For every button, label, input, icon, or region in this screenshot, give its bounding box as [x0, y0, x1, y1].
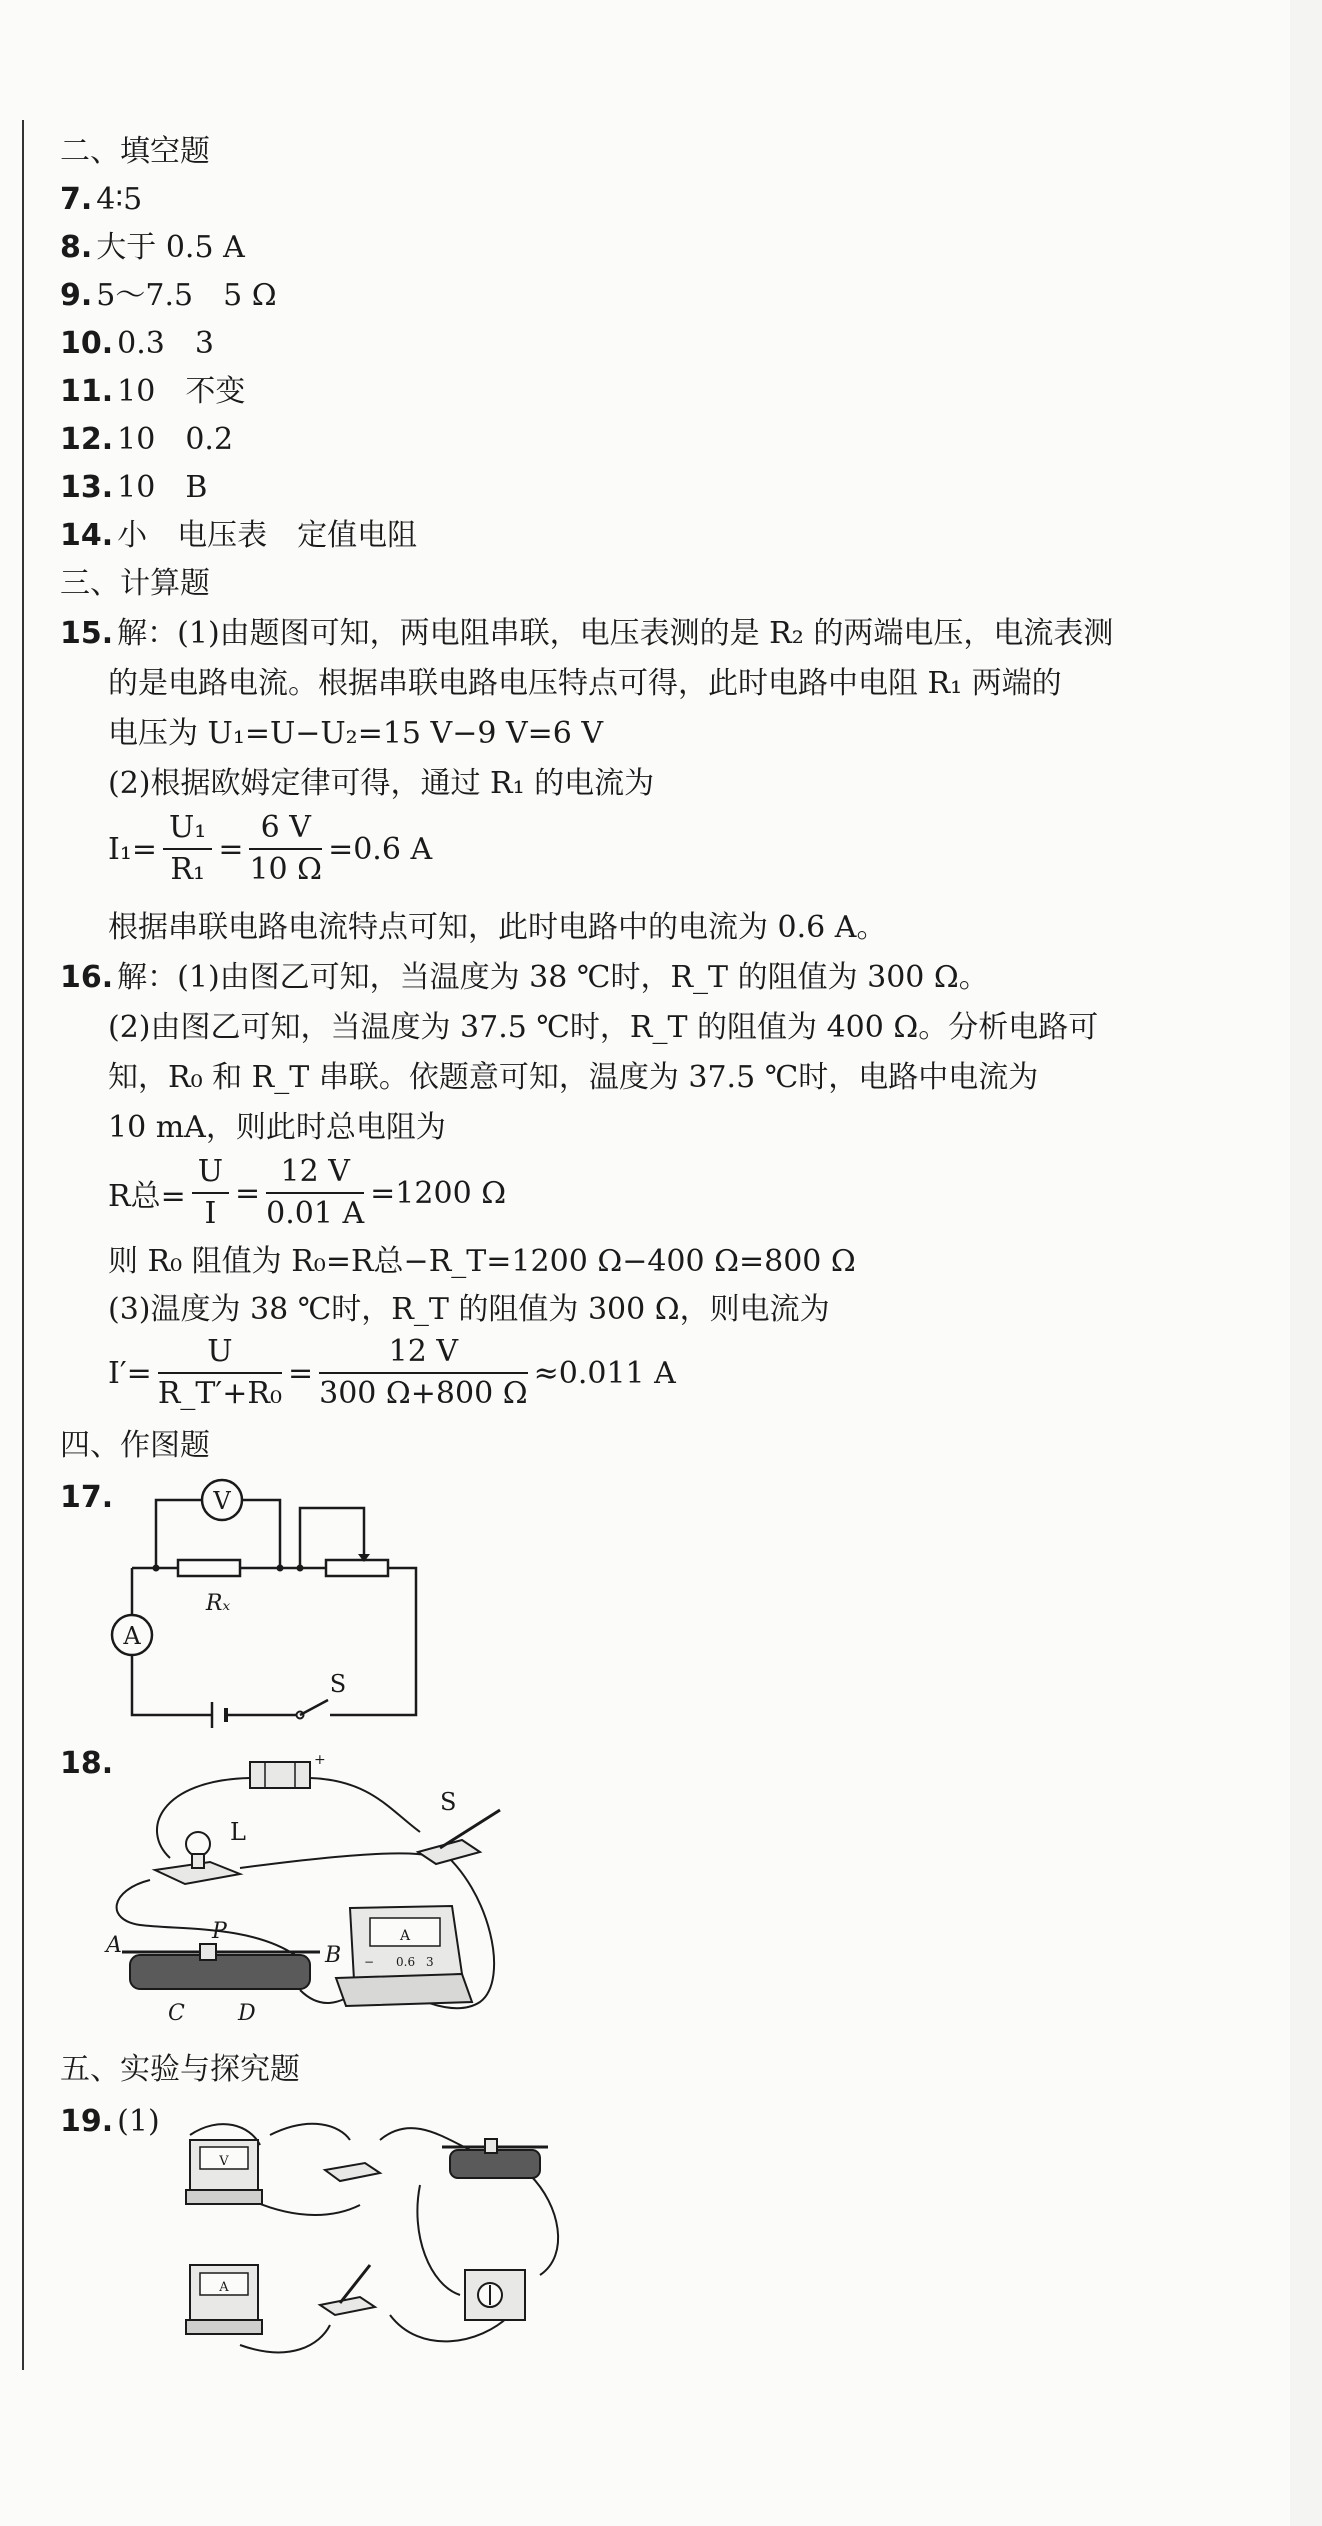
denominator: 10 Ω: [249, 852, 323, 887]
answer-15-line-5: 根据串联电路电流特点可知，此时电路中的电流为 0.6 A。: [108, 910, 887, 945]
answer-16-line-1: [60, 958, 989, 998]
equals-sign: =: [287, 1355, 314, 1391]
answer-16-formula-current: [108, 1332, 676, 1414]
answer-7: [60, 180, 142, 220]
fraction: [249, 808, 322, 890]
denominator: 0.01 A: [266, 1196, 365, 1231]
voltmeter-base: [186, 2190, 262, 2204]
question-number: 8.: [60, 230, 93, 265]
wire: [270, 2124, 350, 2140]
fraction: [163, 808, 212, 890]
switch-lever: [300, 1700, 328, 1715]
question-number: 11.: [60, 374, 114, 409]
answer-15-line-4: (2)根据欧姆定律可得，通过 R₁ 的电流为: [108, 766, 655, 801]
resistor-rx-symbol: [178, 1560, 240, 1576]
answer-16-line-4: 10 mA，则此时总电阻为: [108, 1110, 446, 1145]
denominator: R_T′+R₀: [157, 1376, 282, 1411]
rheostat-coil: [130, 1955, 310, 1989]
equals-sign: =: [235, 1175, 261, 1211]
answer-part: (1): [117, 2104, 160, 2139]
formula-rhs: =1200 Ω: [370, 1175, 507, 1211]
physical-circuit-18: [100, 1740, 560, 2060]
ammeter-dial-label: A: [399, 1928, 411, 1944]
fraction: [319, 1332, 527, 1414]
ammeter-terminal-minus: −: [364, 1955, 375, 1969]
physical-circuit-19: [180, 2115, 600, 2365]
denominator: 300 Ω+800 Ω: [319, 1376, 528, 1411]
wire: [132, 1568, 416, 1715]
formula-lhs: I′=: [108, 1355, 152, 1391]
numerator: 6 V: [249, 808, 322, 850]
numerator: U: [192, 1152, 229, 1194]
answer-text: 10 不变: [117, 374, 246, 409]
rheostat-slider: [485, 2139, 497, 2153]
answer-text: 10 0.2: [117, 422, 234, 457]
answer-15-line-1: [60, 614, 1113, 654]
answer-15-line-2: 的是电路电流。根据串联电路电压特点可得，此时电路中电阻 R₁ 两端的: [108, 666, 1062, 701]
answer-9: [60, 276, 277, 316]
rheostat-coil: [450, 2150, 540, 2178]
battery-plus-label: +: [314, 1752, 326, 1768]
section-experiment-heading: 五、实验与探究题: [60, 2052, 300, 2087]
rheostat-slider: [200, 1944, 216, 1960]
denominator: R₁: [170, 852, 205, 887]
denominator: I: [204, 1196, 217, 1231]
answer-15-formula: [108, 808, 432, 890]
formula-lhs: R总=: [108, 1179, 186, 1214]
question-number: 10.: [60, 326, 114, 361]
resistor-rx-label: Rₓ: [205, 1591, 231, 1616]
numerator: 12 V: [266, 1152, 364, 1194]
switch-base: [325, 2163, 380, 2181]
answer-text: 4∶5: [96, 182, 143, 217]
voltmeter-dial-label: V: [219, 2154, 229, 2169]
fraction: [266, 1152, 364, 1234]
question-number: 19.: [60, 2104, 114, 2139]
answer-text: 解：(1)由题图可知，两电阻串联，电压表测的是 R₂ 的两端电压，电流表测: [117, 616, 1114, 651]
lamp-socket: [192, 1854, 204, 1868]
section-fill-blank-heading: 二、填空题: [60, 134, 210, 169]
answer-10: [60, 324, 214, 364]
numerator: U₁: [163, 808, 212, 850]
wire: [417, 2185, 460, 2295]
answer-text: 小 电压表 定值电阻: [117, 518, 418, 553]
question-number: 7.: [60, 182, 93, 217]
formula-rhs: =0.6 A: [328, 831, 433, 867]
ammeter-base: [336, 1974, 472, 2006]
answer-8: [60, 228, 245, 268]
ammeter-terminal-0-6: 0.6: [396, 1955, 416, 1969]
answer-12: [60, 420, 233, 460]
rheostat-b-label: B: [325, 1943, 342, 1968]
answer-14: [60, 516, 417, 556]
answer-text: 大于 0.5 A: [96, 230, 245, 265]
ammeter-terminal-3: 3: [426, 1955, 434, 1969]
fraction: [192, 1152, 229, 1234]
question-number: 18.: [60, 1746, 114, 1781]
junction-dot: [297, 1565, 304, 1572]
question-number: 15.: [60, 616, 114, 651]
margin-rule: [22, 120, 24, 2370]
wire: [242, 1500, 280, 1568]
switch-label: S: [329, 1670, 347, 1698]
answer-16-line-2: (2)由图乙可知，当温度为 37.5 ℃时，R_T 的阻值为 400 Ω。分析电路可: [108, 1010, 1099, 1045]
voltmeter-label: V: [213, 1487, 231, 1515]
junction-dot: [277, 1565, 284, 1572]
answer-text: 0.3 3: [117, 326, 214, 361]
wire: [156, 1500, 202, 1568]
formula-rhs: ≈0.011 A: [533, 1355, 676, 1391]
answer-text: 10 B: [117, 470, 208, 505]
formula-lhs: I₁=: [108, 831, 158, 867]
rheostat-d-label: D: [238, 2001, 256, 2026]
answer-13: [60, 468, 207, 508]
junction-dot: [153, 1565, 160, 1572]
section-drawing-heading: 四、作图题: [60, 1428, 210, 1463]
answer-16-line-3: 知，R₀ 和 R_T 串联。依题意可知，温度为 37.5 ℃时，电路中电流为: [108, 1060, 1039, 1095]
rheostat-p-label: P: [212, 1919, 227, 1944]
rheostat-a-label: A: [106, 1933, 122, 1958]
rheostat-c-label: C: [168, 2001, 185, 2026]
battery-box: [250, 1762, 310, 1788]
question-number: 13.: [60, 470, 114, 505]
ammeter-dial-label: A: [219, 2280, 229, 2295]
answer-15-line-3: 电压为 U₁=U−U₂=15 V−9 V=6 V: [108, 716, 604, 751]
switch-label: S: [440, 1788, 457, 1816]
lamp-label: L: [230, 1818, 246, 1846]
question-number: 14.: [60, 518, 114, 553]
section-calc-heading: 三、计算题: [60, 566, 210, 601]
answer-16-line-5: 则 R₀ 阻值为 R₀=R总−R_T=1200 Ω−400 Ω=800 Ω: [108, 1244, 856, 1279]
wire: [240, 1853, 430, 1868]
question-number: 16.: [60, 960, 114, 995]
numerator: U: [158, 1332, 282, 1374]
lamp-bulb: [186, 1832, 210, 1856]
answer-16-formula-total: [108, 1152, 506, 1234]
answer-11: [60, 372, 245, 412]
answer-16-line-6: (3)温度为 38 ℃时，R_T 的阻值为 300 Ω，则电流为: [108, 1292, 830, 1327]
wire: [530, 2175, 558, 2275]
question-number: 12.: [60, 422, 114, 457]
ammeter-base: [186, 2320, 262, 2334]
switch-base: [320, 2297, 375, 2315]
circuit-diagram-17: [100, 1470, 440, 1730]
ammeter-label: A: [123, 1622, 141, 1650]
answer-19-heading: [60, 2102, 160, 2142]
wire: [310, 1778, 420, 1832]
question-number: 9.: [60, 278, 93, 313]
answer-text: 5～7.5 5 Ω: [96, 278, 277, 313]
rheostat-symbol: [326, 1560, 388, 1576]
numerator: 12 V: [319, 1332, 527, 1374]
equals-sign: =: [218, 831, 244, 867]
fraction: [158, 1332, 282, 1414]
question-number: 17.: [60, 1480, 114, 1515]
answer-text: 解：(1)由图乙可知，当温度为 38 ℃时，R_T 的阻值为 300 Ω。: [117, 960, 989, 995]
